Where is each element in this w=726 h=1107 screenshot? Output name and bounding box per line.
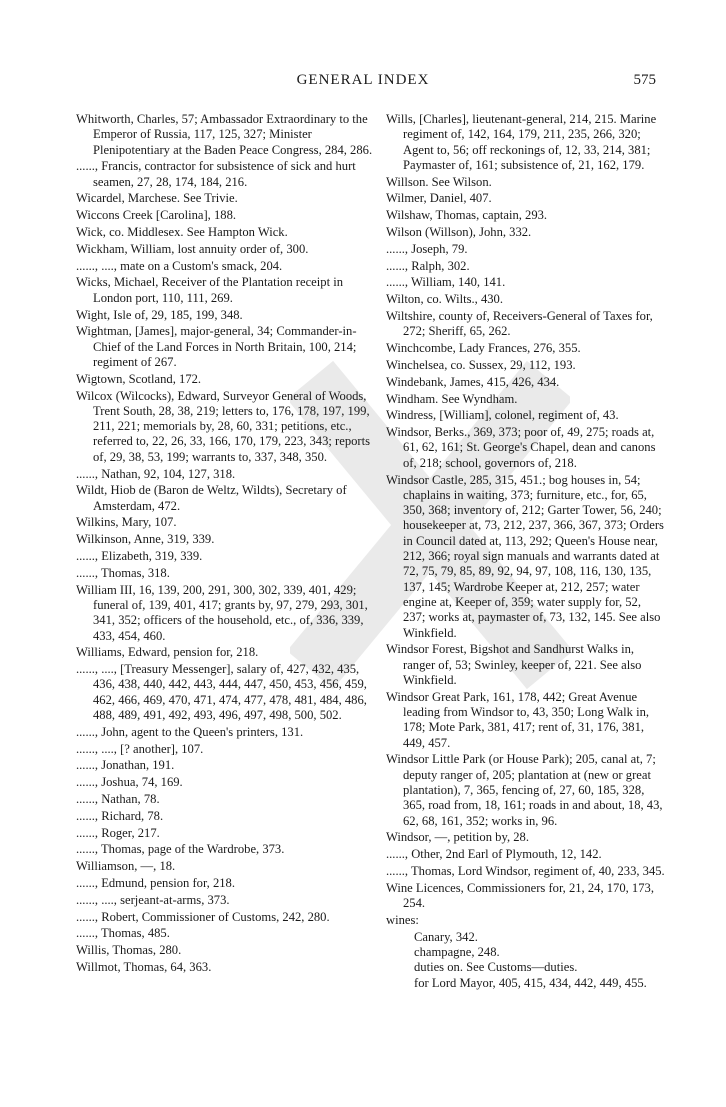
index-entry: Williams, Edward, pension for, 218. (76, 645, 259, 660)
index-entry: Windebank, James, 415, 426, 434. (386, 374, 560, 389)
index-entry: Winchelsea, co. Sussex, 29, 112, 193. (386, 357, 576, 372)
index-subentry: Canary, 342. (414, 929, 478, 944)
index-column-left (76, 112, 376, 977)
index-entry: Windsor Great Park, 161, 178, 442; Great Avenue leading from Windsor to, 43, 350; Long Walk in, 178; Mote Park, 381, 417; rent of, 31, 176, 381, 449, 457. (386, 689, 650, 750)
index-entry: Windsor Castle, 285, 315, 451.; bog houses in, 54; chaplains in waiting, 373; furniture, etc., for, 65, 350, 368; inventory of, 212; Garter Tower, 56, 240; housekeeper at, 73, 212, 237, 366, 367, 373; Orders in Council dated at, 113, 292; Queen's House near, 212, 366; royal sign manuals and warrants dated at 72, 75, 79, 85, 89, 92, 94, 97, 108, 116, 130, 135, 137, 145; Wardrobe Keeper at, 212, 257; water engine at, Keeper of, 359; water supply for, 52, 237; works at, paymaster of, 73, 132, 145. See also Winkfield. (386, 472, 664, 640)
index-entry: Wilkins, Mary, 107. (76, 515, 177, 530)
index-entry: Wicks, Michael, Receiver of the Plantation receipt in London port, 110, 111, 269. (76, 275, 344, 305)
index-entry: ......, ...., [Treasury Messenger], salary of, 427, 432, 435, 436, 438, 440, 442, 443, 444, 447, 450, 453, 456, 459, 462, 466, 469, 470, 471, 474, 477, 478, 481, 484, 486, 488, 489, 491, 492, 493, 496, 497, 498, 500, 502. (76, 662, 367, 722)
running-title: GENERAL INDEX (296, 72, 430, 88)
index-entry: ......, Other, 2nd Earl of Plymouth, 12, 142. (386, 847, 602, 862)
index-entry: Wigtown, Scotland, 172. (76, 371, 202, 386)
index-entry: Windsor, Berks., 369, 373; poor of, 49, 275; roads at, 61, 62, 161; St. George's Chapel, dean and canons of, 218; school, governors of, 218. (386, 425, 656, 470)
index-entry: Williamson, —, 18. (76, 859, 176, 874)
index-entry: ......, Thomas, page of the Wardrobe, 373. (76, 842, 285, 857)
index-entry: Willmot, Thomas, 64, 363. (76, 959, 212, 974)
index-entry: Wick, co. Middlesex. See Hampton Wick. (76, 225, 288, 240)
index-entry: Windsor Little Park (or House Park); 205, canal at, 7; deputy ranger of, 205; plantation at (new or great plantation), 7, 365, fencing of, 27, 60, 185, 328, 365, road from, 18, 161; roads in and about, 18, 43, 62, 68, 161, 352; works in, 96. (386, 752, 663, 828)
index-entry: ......, Richard, 78. (76, 808, 164, 823)
index-entry: ......, Nathan, 78. (76, 791, 160, 806)
index-entry: Wiccons Creek [Carolina], 188. (76, 208, 237, 223)
index-entry: ......, ...., serjeant-at-arms, 373. (76, 892, 230, 907)
index-entry: ......, William, 140, 141. (386, 275, 506, 290)
index-entry: Windsor Forest, Bigshot and Sandhurst Walks in, ranger of, 53; Swinley, keeper of, 221. See also Winkfield. (386, 642, 642, 687)
index-entry: Windress, [William], colonel, regiment of, 43. (386, 408, 619, 423)
index-entry: Wilson (Willson), John, 332. (386, 225, 532, 240)
index-entry: Wicardel, Marchese. See Trivie. (76, 191, 238, 206)
index-subentry: duties on. See Customs—duties. (414, 960, 578, 975)
index-entry: ......, Nathan, 92, 104, 127, 318. (76, 466, 236, 481)
index-entry: Wilton, co. Wilts., 430. (386, 292, 503, 307)
index-entry: Winchcombe, Lady Frances, 276, 355. (386, 341, 581, 356)
index-entry: Wickham, William, lost annuity order of, 300. (76, 241, 309, 256)
index-entry: Wiltshire, county of, Receivers-General of Taxes for, 272; Sheriff, 65, 262. (386, 309, 653, 339)
index-column-right (386, 112, 666, 991)
index-entry: ......, Ralph, 302. (386, 258, 470, 273)
index-entry: ......, Thomas, 318. (76, 565, 170, 580)
index-entry: ......, Joseph, 79. (386, 241, 468, 256)
index-entry: Wildt, Hiob de (Baron de Weltz, Wildts), Secretary of Amsterdam, 472. (76, 483, 347, 513)
index-entry: Wightman, [James], major-general, 34; Commander-in-Chief of the Land Forces in North Britain, 100, 214; regiment of 267. (76, 324, 357, 369)
index-entry: ......, Edmund, pension for, 218. (76, 875, 236, 890)
index-entry: ......, Jonathan, 191. (76, 758, 175, 773)
index-entry: Wills, [Charles], lieutenant-general, 214, 215. Marine regiment of, 142, 164, 179, 211, 235, 266, 320; Agent to, 56; off reckonings of, 12, 33, 214, 381; Paymaster of, 161; subsistence of, 21, 162, 179. (386, 112, 657, 172)
index-entry: William III, 16, 139, 200, 291, 300, 302, 339, 401, 429; funeral of, 139, 401, 417; grants by, 97, 279, 293, 301, 341, 352; officers of the household, etc., of, 336, 339, 433, 454, 460. (76, 582, 368, 643)
index-entry: Willson. See Wilson. (386, 174, 492, 189)
index-entry: Wine Licences, Commissioners for, 21, 24, 170, 173, 254. (386, 880, 654, 911)
index-entry: Wilshaw, Thomas, captain, 293. (386, 208, 548, 223)
index-entry: Windsor, —, petition by, 28. (386, 830, 529, 845)
index-entry: ......, Elizabeth, 319, 339. (76, 549, 203, 564)
index-entry: ......, Joshua, 74, 169. (76, 775, 183, 790)
index-entry: ......, Thomas, 485. (76, 926, 170, 941)
index-entry: wines: (386, 912, 419, 927)
index-entry: Wilcox (Wilcocks), Edward, Surveyor General of Woods, Trent South, 28, 38, 219; letters to, 176, 178, 197, 199, 211, 221; memorials by, 28, 60, 331; petitions, etc., referred to, 22, 26, 33, 166, 170, 179, 223, 343; reports of, 29, 38, 53, 199; warrants to, 337, 348, 350. (76, 388, 371, 464)
index-entry: ......, Francis, contractor for subsistence of sick and hurt seamen, 27, 28, 174, 184, 216. (76, 159, 356, 189)
index-entry: Willis, Thomas, 280. (76, 943, 182, 958)
page-number: 575 (633, 72, 656, 88)
index-entry: ......, ...., [? another], 107. (76, 741, 204, 756)
index-entry: ......, Robert, Commissioner of Customs, 242, 280. (76, 909, 330, 924)
index-subentry: champagne, 248. (414, 944, 500, 959)
index-entry: ......, Thomas, Lord Windsor, regiment of, 40, 233, 345. (386, 863, 665, 878)
index-entry: Wilkinson, Anne, 319, 339. (76, 532, 215, 547)
index-entry: ......, Roger, 217. (76, 825, 160, 840)
index-entry: Wight, Isle of, 29, 185, 199, 348. (76, 307, 243, 322)
index-entry: ......, John, agent to the Queen's printers, 131. (76, 724, 304, 739)
index-entry: ......, ...., mate on a Custom's smack, 204. (76, 258, 283, 273)
index-entry: Wilmer, Daniel, 407. (386, 191, 492, 206)
index-entry: Windham. See Wyndham. (386, 391, 518, 406)
page-header (0, 72, 726, 96)
index-subentry: for Lord Mayor, 405, 415, 434, 442, 449, 455. (414, 975, 647, 990)
index-entry: Whitworth, Charles, 57; Ambassador Extraordinary to the Emperor of Russia, 117, 125, 327; Minister Plenipotentiary at the Baden Peace Congress, 284, 286. (76, 112, 373, 157)
